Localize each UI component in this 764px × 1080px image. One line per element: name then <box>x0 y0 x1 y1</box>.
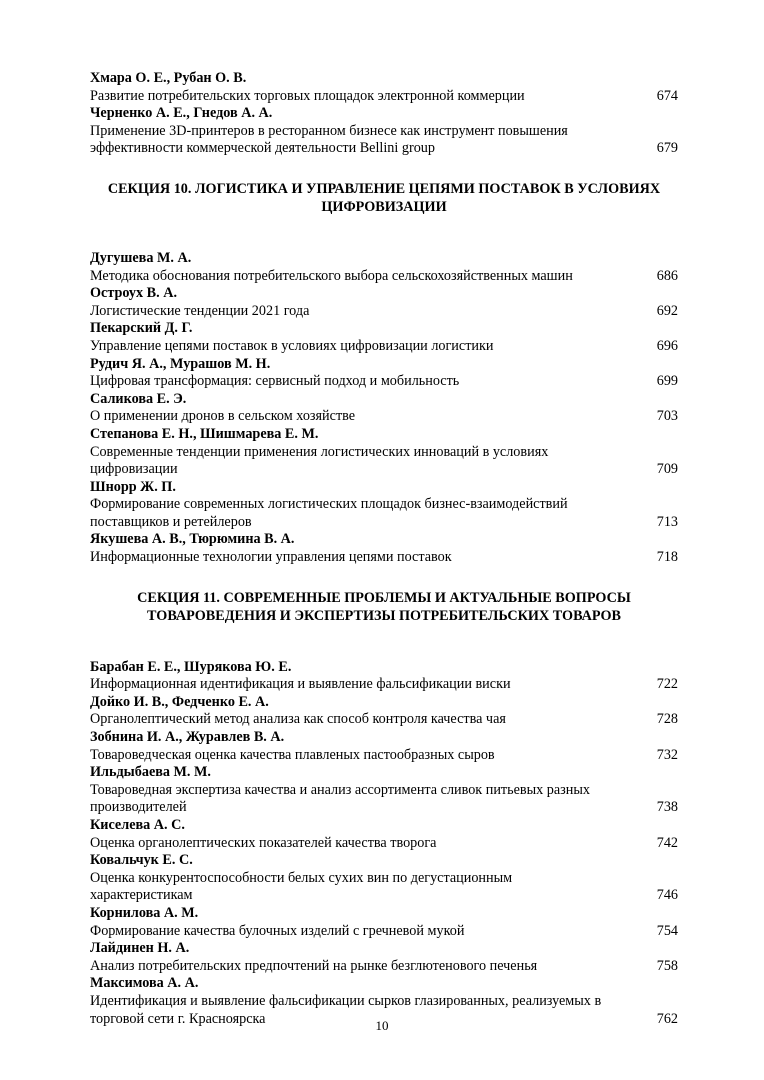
entry-title-row <box>90 711 678 729</box>
entry-page-number: 718 <box>656 549 678 566</box>
entry-authors: Дойко И. В., Федченко Е. А. <box>90 693 269 710</box>
entry-title-row <box>90 303 678 321</box>
entry-title-row <box>90 338 678 356</box>
entry-title-row <box>90 268 678 286</box>
entry-title: О применении дронов в сельском хозяйстве <box>90 408 356 425</box>
entry-page-number: 742 <box>656 834 678 851</box>
entry-page-number: 686 <box>656 267 678 284</box>
entry-authors: Якушева А. В., Тюрюмина В. А. <box>90 531 295 548</box>
entry-title: Цифровая трансформация: сервисный подход и мобильность <box>90 373 460 390</box>
entry-title: Формирование современных логистических площадок бизнес-взаимодействий поставщиков и ретейлеров <box>90 496 568 530</box>
entry-page-number: 754 <box>656 922 678 939</box>
entry-title: Информационные технологии управления цепями поставок <box>90 549 452 566</box>
entry-page-number: 746 <box>656 887 678 904</box>
entry-title: Товароведческая оценка качества плавленых пастообразных сыров <box>90 746 495 763</box>
entry-authors: Черненко А. Е., Гнедов А. А. <box>90 105 273 122</box>
entry-title-row <box>90 676 678 694</box>
entry-title: Логистические тенденции 2021 года <box>90 302 310 319</box>
entry-title: Идентификация и выявление фальсификации сырков глазированных, реализуемых в торговой сети г. Красноярска <box>90 992 602 1027</box>
entry-title-row <box>90 444 678 479</box>
entry-page-number: 703 <box>656 408 678 425</box>
toc-entry <box>90 479 678 532</box>
toc-entry <box>90 764 678 817</box>
entry-title: Органолептический метод анализа как способ контроля качества чая <box>90 711 506 728</box>
toc-entry <box>90 320 678 355</box>
entry-authors: Остроух В. А. <box>90 285 178 302</box>
entry-authors: Лайдинен Н. А. <box>90 940 190 957</box>
entry-title: Информационная идентификация и выявление фальсификации виски <box>90 676 511 693</box>
entry-title-row <box>90 870 678 905</box>
entry-title: Оценка органолептических показателей качества творога <box>90 834 437 851</box>
entry-title-row <box>90 549 678 567</box>
entry-page-number: 696 <box>656 337 678 354</box>
entry-title-row <box>90 408 678 426</box>
entry-authors: Саликова Е. Э. <box>90 390 187 407</box>
entry-authors: Рудич Я. А., Мурашов М. Н. <box>90 355 271 372</box>
toc-entry <box>90 70 678 105</box>
entry-title: Анализ потребительских предпочтений на рынке безглютенового печенья <box>90 957 538 974</box>
entry-authors: Хмара О. Е., Рубан О. В. <box>90 70 247 86</box>
entry-title-row <box>90 496 678 531</box>
toc-entry <box>90 940 678 975</box>
entry-title-row <box>90 835 678 853</box>
section-heading: СЕКЦИЯ 11. СОВРЕМЕННЫЕ ПРОБЛЕМЫ И АКТУАЛЬНЫЕ ВОПРОСЫ ТОВАРОВЕДЕНИЯ И ЭКСПЕРТИЗЫ ПОТРЕБИТЕЛЬСКИХ ТОВАРОВ <box>137 589 631 624</box>
entry-title: Применение 3D-принтеров в ресторанном бизнесе как инструмент повышения эффективности коммерческой деятельности Bellini group <box>90 122 568 157</box>
entry-title-row <box>90 747 678 765</box>
entry-authors: Киселева А. С. <box>90 817 185 833</box>
entry-page-number: 713 <box>656 513 678 530</box>
toc-entry <box>90 729 678 764</box>
toc-entry <box>90 852 678 905</box>
entry-page-number: 732 <box>656 746 678 763</box>
toc-entry <box>90 356 678 391</box>
entry-page-number: 738 <box>656 799 678 816</box>
page-number: 10 <box>375 1018 389 1033</box>
toc-entry <box>90 817 678 852</box>
entry-title-row <box>90 923 678 941</box>
section-heading: СЕКЦИЯ 10. ЛОГИСТИКА И УПРАВЛЕНИЕ ЦЕПЯМИ ПОСТАВОК В УСЛОВИЯХ ЦИФРОВИЗАЦИИ <box>107 180 661 215</box>
entry-page-number: 674 <box>656 87 678 104</box>
entry-title: Формирование качества булочных изделий с гречневой мукой <box>90 922 465 939</box>
toc-entry <box>90 426 678 479</box>
entry-page-number: 758 <box>656 957 678 974</box>
toc-entry <box>90 105 678 158</box>
entry-authors: Пекарский Д. Г. <box>90 320 193 337</box>
toc-entry <box>90 285 678 320</box>
entry-page-number: 709 <box>656 461 678 478</box>
entry-title-row <box>90 123 678 158</box>
entry-authors: Максимова А. А. <box>90 975 199 992</box>
toc-entry <box>90 659 678 694</box>
entry-title-row <box>90 958 678 976</box>
entry-authors: Барабан Е. Е., Шурякова Ю. Е. <box>90 658 292 675</box>
entry-title-row <box>90 373 678 391</box>
entry-authors: Дугушева М. А. <box>90 249 192 266</box>
entry-authors: Ковальчук Е. С. <box>90 852 193 869</box>
toc-entry <box>90 694 678 729</box>
toc-entry <box>90 250 678 285</box>
entry-authors: Корнилова А. М. <box>90 904 199 921</box>
entry-page-number: 699 <box>656 373 678 390</box>
entry-title-row <box>90 88 678 106</box>
entry-title: Управление цепями поставок в условиях цифровизации логистики <box>90 337 494 354</box>
toc-entry <box>90 531 678 566</box>
entry-page-number: 762 <box>656 1010 678 1027</box>
entry-authors: Степанова Е. Н., Шишмарева Е. М. <box>90 425 319 442</box>
entry-authors: Зобнина И. А., Журавлев В. А. <box>90 729 285 746</box>
table-of-contents <box>90 70 678 1028</box>
entry-page-number: 692 <box>656 302 678 319</box>
entry-title: Методика обоснования потребительского выбора сельскохозяйственных машин <box>90 267 573 284</box>
toc-entry <box>90 391 678 426</box>
entry-page-number: 679 <box>656 140 678 157</box>
entry-title: Оценка конкурентоспособности белых сухих вин по дегустационным характеристикам <box>90 869 513 904</box>
entry-title-row <box>90 782 678 817</box>
entry-title: Современные тенденции применения логистических инноваций в условиях цифровизации <box>90 443 549 478</box>
entry-authors: Ильдыбаева М. М. <box>90 764 211 781</box>
entry-page-number: 728 <box>656 711 678 728</box>
entry-title: Развитие потребительских торговых площадок электронной коммерции <box>90 87 525 104</box>
entry-authors: Шнорр Ж. П. <box>90 478 176 495</box>
entry-page-number: 722 <box>656 676 678 693</box>
toc-entry <box>90 905 678 940</box>
entry-title: Товароведная экспертиза качества и анализ ассортимента сливок питьевых разных производителей <box>90 781 590 816</box>
